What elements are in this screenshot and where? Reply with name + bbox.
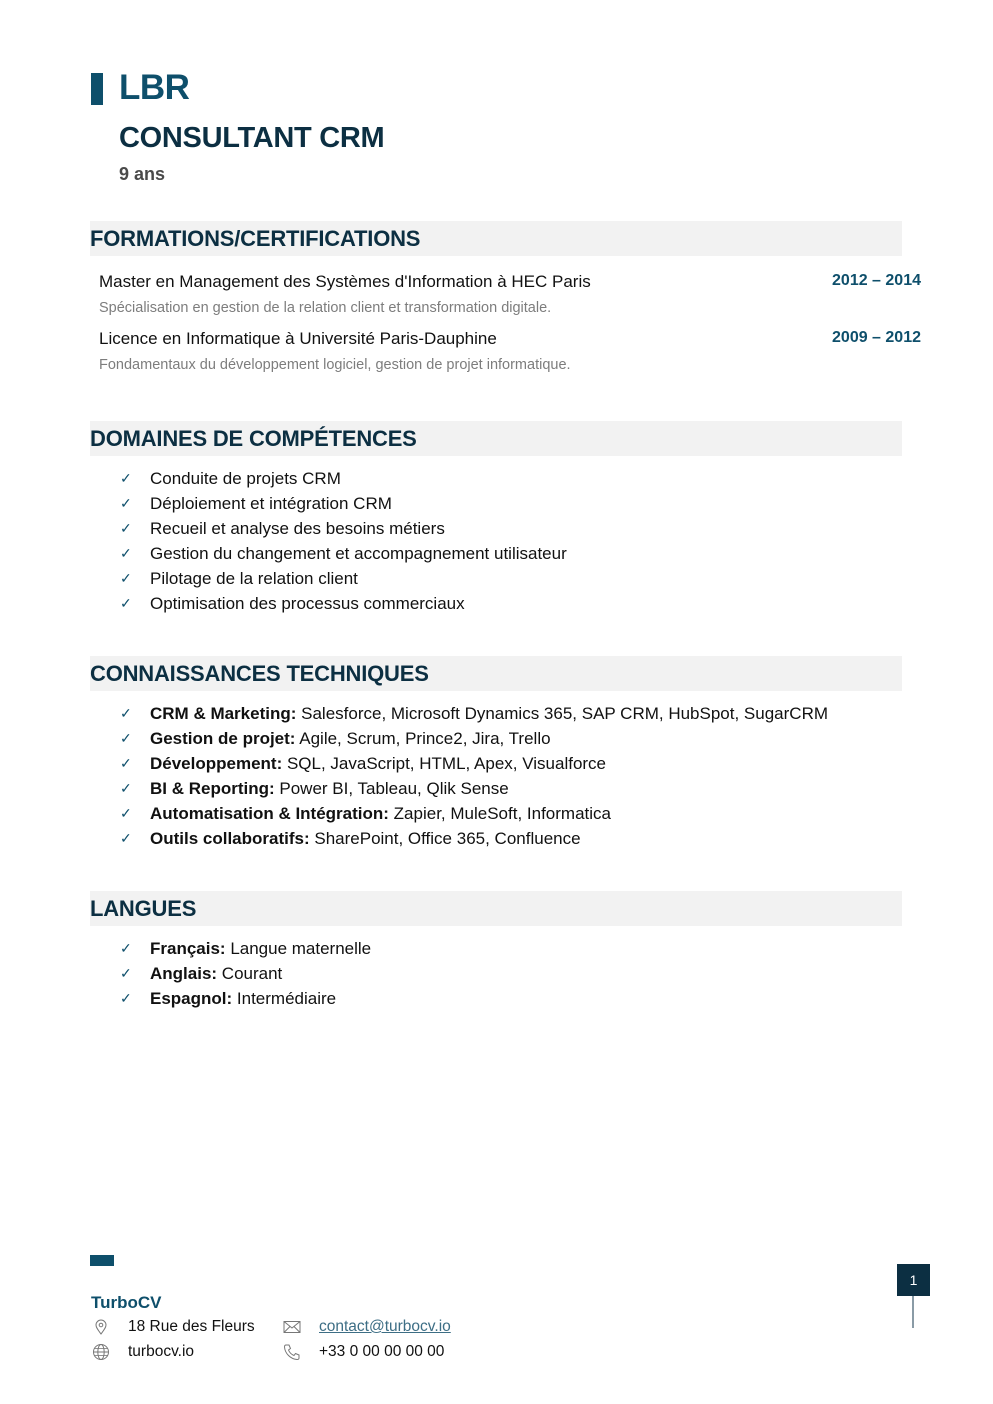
item-value: Intermédiaire (232, 989, 337, 1008)
section-header-education (90, 221, 902, 256)
item-value: SQL, JavaScript, HTML, Apex, Visualforce (282, 754, 607, 773)
page-number-line (912, 1296, 914, 1328)
list-item (120, 986, 371, 1011)
candidate-name: LBR (119, 68, 190, 107)
education-title: Licence en Informatique à Université Paris-Dauphine (99, 329, 497, 348)
list-item (120, 936, 371, 961)
envelope-icon (283, 1318, 301, 1336)
list-item (120, 961, 371, 986)
checkmark-icon: ✓ (120, 545, 132, 561)
checkmark-icon: ✓ (120, 495, 132, 511)
item-label: BI & Reporting: (150, 779, 275, 798)
checkmark-icon: ✓ (120, 595, 132, 611)
list-item (120, 726, 828, 751)
item-label: Anglais: (150, 964, 218, 983)
list-item: ✓ Gestion du changement et accompagnement utilisateur (120, 541, 567, 566)
item-value: Agile, Scrum, Prince2, Jira, Trello (295, 729, 551, 748)
item-value: SharePoint, Office 365, Confluence (309, 829, 581, 848)
education-title: Master en Management des Systèmes d'Information à HEC Paris (99, 272, 591, 291)
item-value: Courant (217, 964, 283, 983)
item-label: Automatisation & Intégration: (150, 804, 389, 823)
item-value: Langue maternelle (225, 939, 372, 958)
job-title: CONSULTANT CRM (119, 122, 385, 154)
list-item (120, 776, 828, 801)
checkmark-icon: ✓ (120, 805, 132, 821)
item-value: Power BI, Tableau, Qlik Sense (274, 779, 509, 798)
item-label: Gestion de projet: (150, 729, 296, 748)
footer-accent-mark (90, 1255, 114, 1266)
section-title: FORMATIONS/CERTIFICATIONS (90, 226, 421, 251)
item-label: Développement: (150, 754, 283, 773)
education-dates: 2012 – 2014 (832, 272, 921, 289)
header-accent-bar (91, 73, 103, 105)
checkmark-icon: ✓ (120, 940, 132, 956)
education-dates: 2009 – 2012 (832, 329, 921, 346)
list-item (120, 701, 828, 726)
item-value: Salesforce, Microsoft Dynamics 365, SAP CRM, HubSpot, SugarCRM (296, 704, 829, 723)
item-label: CRM & Marketing: (150, 704, 297, 723)
location-pin-icon (92, 1318, 110, 1336)
footer-brand: TurboCV (91, 1293, 162, 1312)
list-item: ✓ Recueil et analyse des besoins métiers (120, 516, 567, 541)
list-item: ✓ Pilotage de la relation client (120, 566, 567, 591)
education-description: Fondamentaux du développement logiciel, gestion de projet informatique. (99, 357, 571, 373)
checkmark-icon: ✓ (120, 470, 132, 486)
education-item (99, 329, 921, 351)
page-number: 1 (897, 1264, 930, 1296)
technical-list (120, 701, 828, 851)
email-link[interactable]: contact@turbocv.io (319, 1318, 451, 1335)
education-description: Spécialisation en gestion de la relation client et transformation digitale. (99, 300, 552, 316)
section-title: LANGUES (90, 896, 197, 921)
checkmark-icon: ✓ (120, 520, 132, 536)
languages-list (120, 936, 371, 1011)
section-title: CONNAISSANCES TECHNIQUES (90, 661, 429, 686)
item-value: Zapier, MuleSoft, Informatica (388, 804, 611, 823)
checkmark-icon: ✓ (120, 755, 132, 771)
list-item: ✓ Conduite de projets CRM (120, 466, 567, 491)
checkmark-icon: ✓ (120, 705, 132, 721)
phone-icon (283, 1343, 301, 1361)
globe-icon (92, 1343, 110, 1361)
checkmark-icon: ✓ (120, 965, 132, 981)
checkmark-icon: ✓ (120, 780, 132, 796)
list-item (120, 751, 828, 776)
checkmark-icon: ✓ (120, 990, 132, 1006)
education-item (99, 272, 921, 294)
item-label: Outils collaboratifs: (150, 829, 310, 848)
list-item: ✓ Optimisation des processus commerciaux (120, 591, 567, 616)
list-item (120, 826, 828, 851)
checkmark-icon: ✓ (120, 730, 132, 746)
list-item: ✓ Déploiement et intégration CRM (120, 491, 567, 516)
section-header-technical (90, 656, 902, 691)
experience-years: 9 ans (119, 164, 166, 184)
section-title: DOMAINES DE COMPÉTENCES (90, 426, 417, 451)
section-header-languages (90, 891, 902, 926)
section-header-skills (90, 421, 902, 456)
checkmark-icon: ✓ (120, 570, 132, 586)
checkmark-icon: ✓ (120, 830, 132, 846)
skills-list (120, 466, 567, 616)
item-label: Français: (150, 939, 226, 958)
item-label: Espagnol: (150, 989, 233, 1008)
list-item (120, 801, 828, 826)
